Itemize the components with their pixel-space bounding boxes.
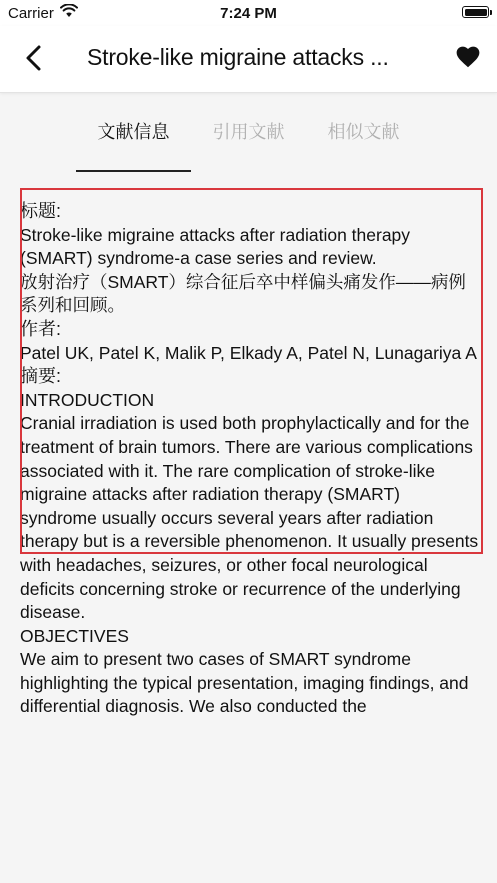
tab-article-info[interactable]: 文献信息 xyxy=(97,122,170,142)
abstract-paragraph: Cranial irradiation is used both prophylactically and for the treatment of brain tumors. There are various complications associated with it. The rare complication of stroke-like migraine attacks after radiation therapy (SMART) syndrome usually occurs several years after radiation therapy but is a reversible phenomenon. It usually presents with headaches, seizures, or other focal neurological deficits concerning stroke or recurrence of the underlying disease. xyxy=(20,413,479,623)
active-tab-indicator xyxy=(76,170,191,172)
clock: 7:24 PM xyxy=(220,5,277,22)
status-bar xyxy=(0,0,497,26)
abstract-heading-objectives: OBJECTIVES xyxy=(20,625,129,646)
tab-cited-references[interactable]: 引用文献 xyxy=(212,122,285,142)
authors-label: 作者: xyxy=(20,318,62,339)
favorite-heart-icon[interactable] xyxy=(455,44,481,70)
navigation-bar xyxy=(0,26,497,93)
abstract-paragraph: We aim to present two cases of SMART syndrome highlighting the typical presentation, imaging findings, and differential diagnosis. We also conducted the xyxy=(20,649,469,717)
tab-similar-articles[interactable]: 相似文献 xyxy=(327,122,400,142)
battery-icon xyxy=(462,6,489,18)
authors-text: Patel UK, Patel K, Malik P, Elkady A, Patel N, Lunagariya A xyxy=(20,342,477,363)
abstract-label: 摘要: xyxy=(20,366,62,387)
tab-bar xyxy=(0,112,497,174)
carrier-label: Carrier xyxy=(8,5,54,22)
page-title: Stroke-like migraine attacks ... xyxy=(87,44,389,70)
title-english: Stroke-like migraine attacks after radiation therapy (SMART) syndrome-a case series and review. xyxy=(20,224,411,269)
back-chevron-icon[interactable] xyxy=(20,43,50,73)
title-chinese: 放射治疗（SMART）综合征后卒中样偏头痛发作——病例系列和回顾。 xyxy=(20,271,466,316)
title-label: 标题: xyxy=(20,201,62,221)
article-details xyxy=(20,200,480,719)
abstract-heading-introduction: INTRODUCTION xyxy=(20,389,155,410)
